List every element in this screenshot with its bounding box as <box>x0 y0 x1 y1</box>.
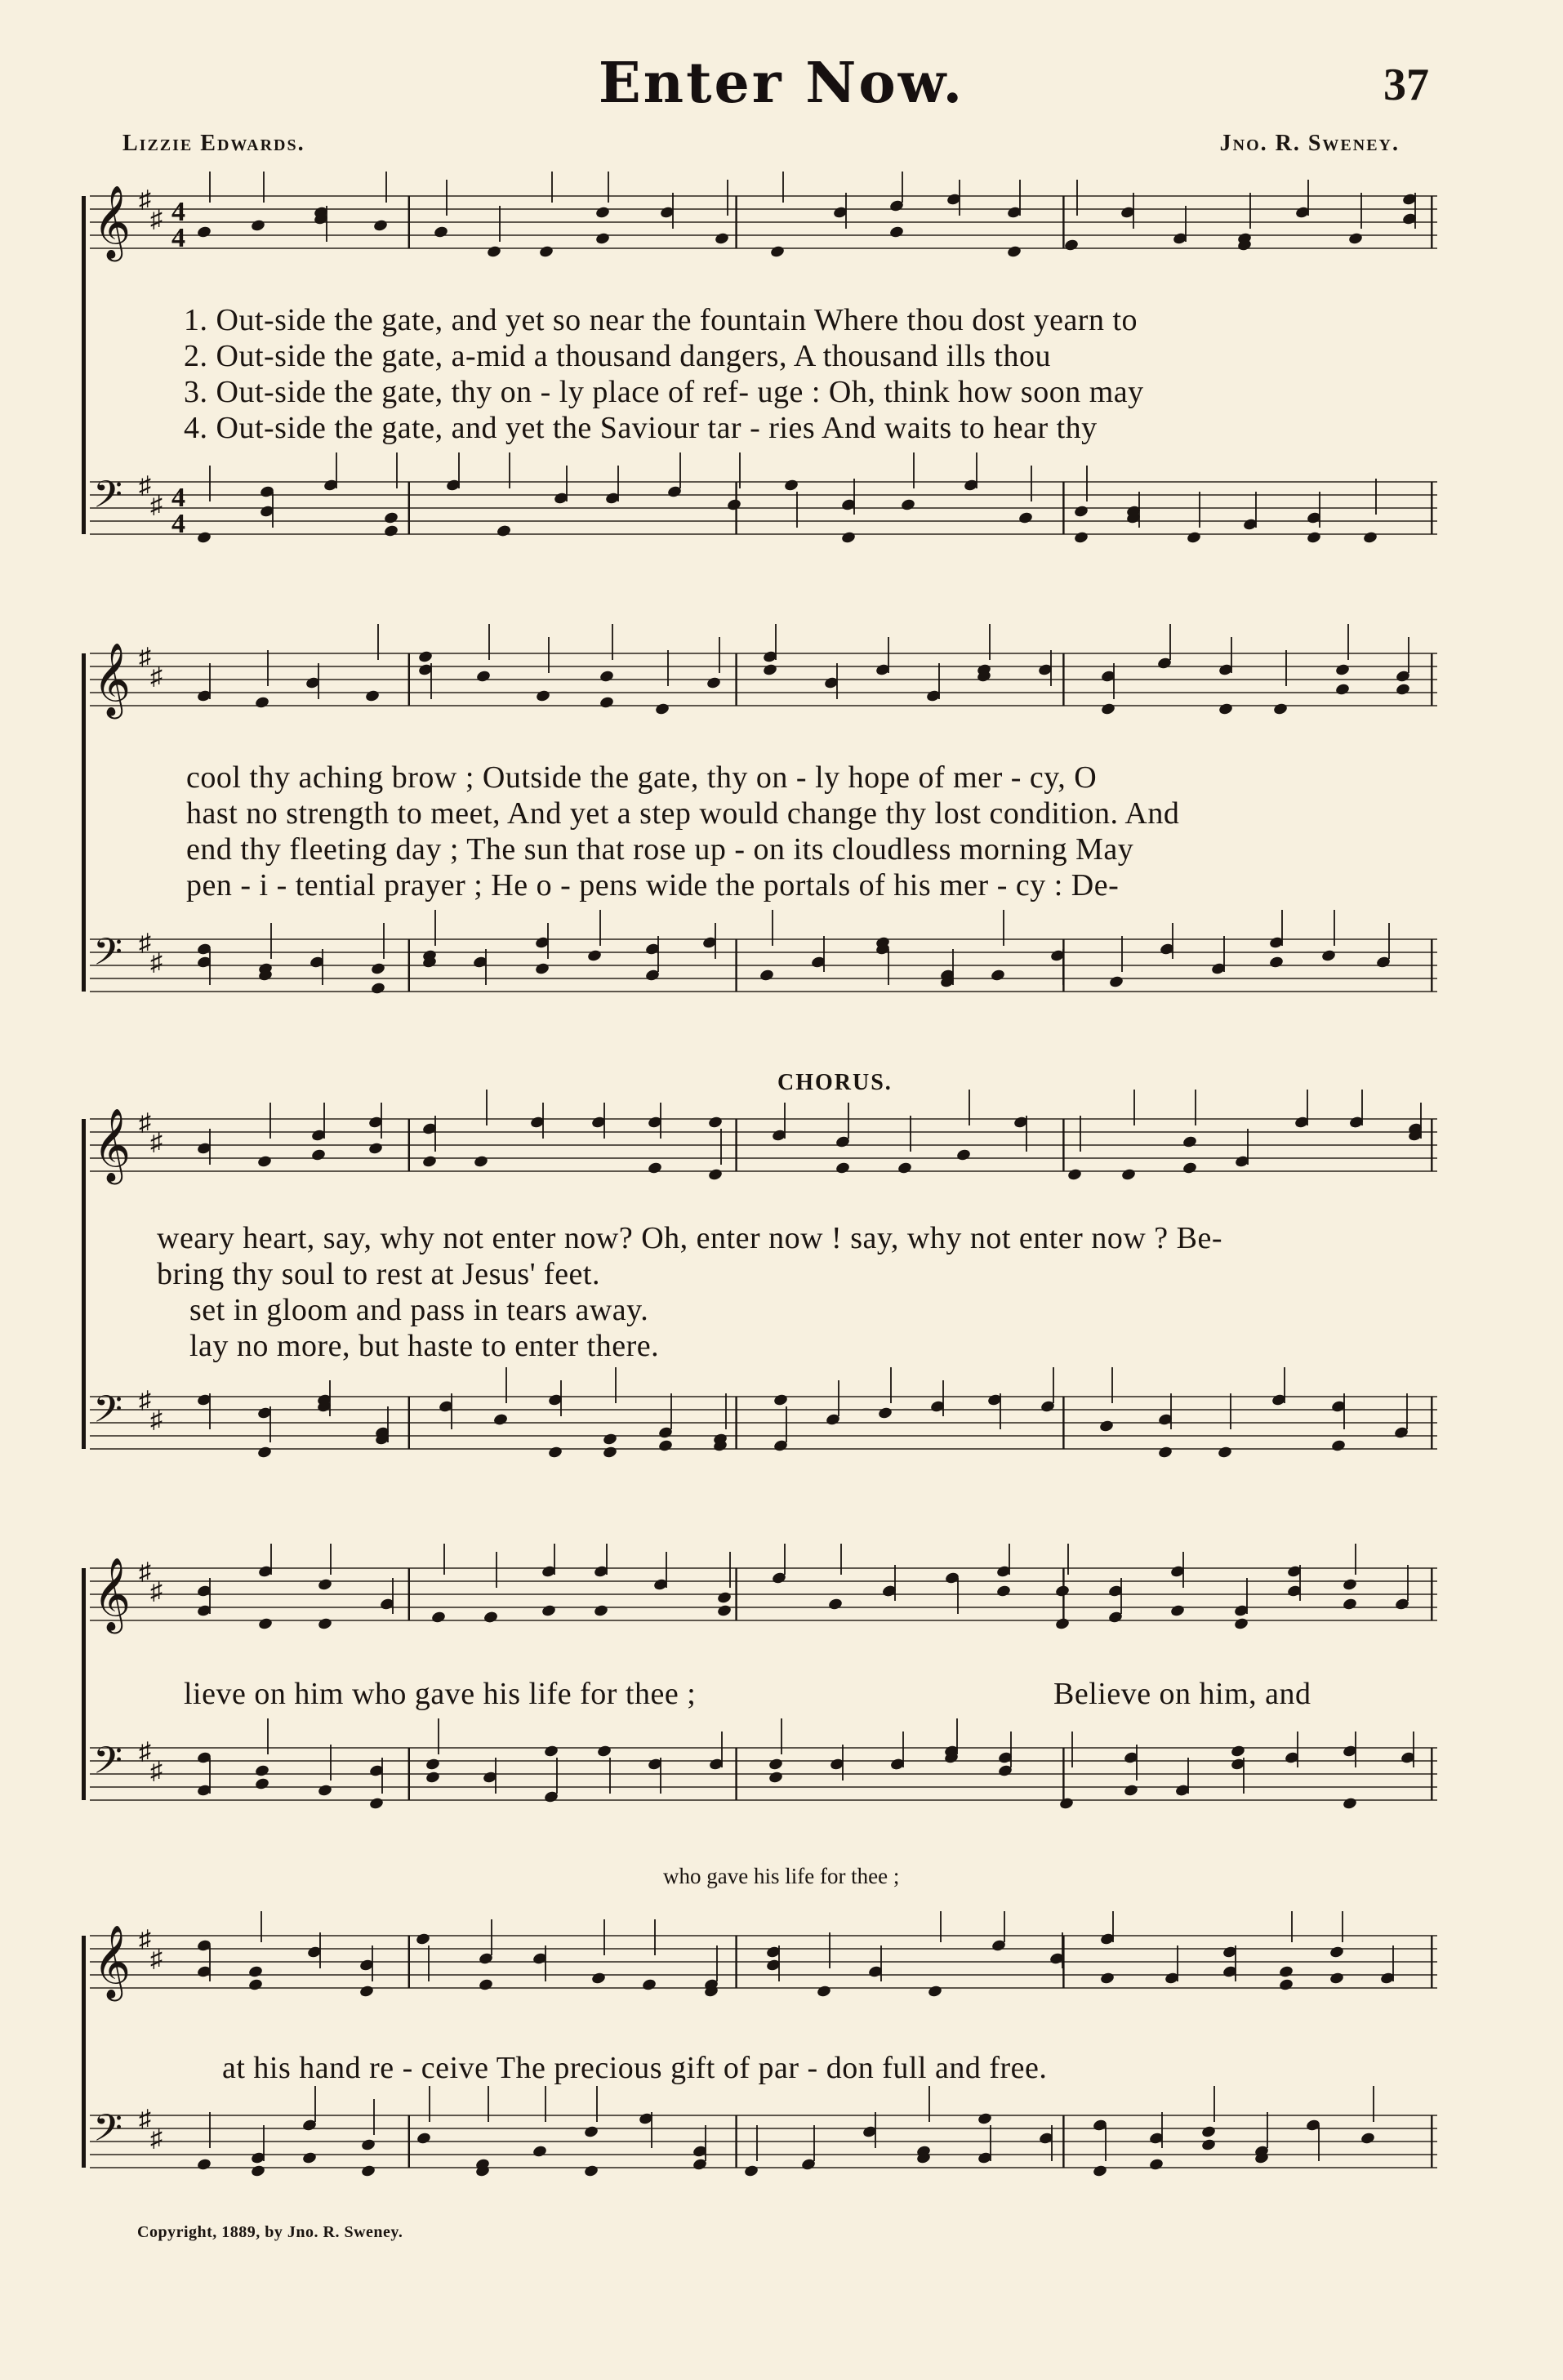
treble-staff <box>90 1911 1437 2002</box>
sharp-icon: ♯ <box>150 1578 163 1605</box>
music-system-2 <box>82 621 1445 1045</box>
note-head <box>840 531 856 545</box>
note-head <box>256 1155 272 1169</box>
note-head <box>1120 1168 1136 1182</box>
note-head <box>1018 511 1033 525</box>
sharp-icon: ♯ <box>139 1109 151 1136</box>
note-head <box>1100 702 1115 716</box>
note-head <box>310 1148 326 1162</box>
note-head <box>417 650 433 664</box>
note-head <box>254 1764 269 1778</box>
hymn-title: Enter Now. <box>598 51 965 116</box>
note-head <box>602 1433 617 1446</box>
note-head <box>1342 1797 1357 1811</box>
sharp-icon: ♯ <box>139 1387 151 1414</box>
note-head <box>1360 2132 1375 2146</box>
lyric-line: pen - i - tential prayer ; He o - pens wide the portals of his mer - cy : De- <box>186 868 1120 903</box>
note-head <box>583 2164 599 2178</box>
sharp-icon: ♯ <box>139 644 151 671</box>
lyric-line: 4. Out-side the gate, and yet the Saviour tar - ries And waits to hear thy <box>184 411 1098 445</box>
note-head <box>247 1965 263 1979</box>
treble-staff <box>90 172 1437 262</box>
note-head <box>360 2138 376 2152</box>
note-head <box>372 219 388 233</box>
note-head <box>478 1978 493 1992</box>
note-head <box>1272 702 1288 716</box>
note-head <box>1200 2125 1216 2139</box>
sharp-icon: ♯ <box>150 206 163 233</box>
treble-clef-icon: 𝄞 <box>93 643 131 716</box>
note-head <box>816 1985 831 1999</box>
note-head <box>1108 975 1124 989</box>
note-head <box>1169 1604 1185 1618</box>
bass-staff <box>90 1718 1437 1810</box>
note-head <box>1092 2164 1107 2178</box>
note-head <box>1334 683 1350 697</box>
note-head <box>657 1439 673 1453</box>
note-head <box>383 511 399 525</box>
note-head <box>1063 238 1079 252</box>
note-head <box>1342 1578 1357 1592</box>
sharp-icon: ♯ <box>139 186 151 213</box>
music-system-1 <box>82 172 1445 572</box>
note-head <box>483 1611 498 1625</box>
treble-clef-icon: 𝄞 <box>93 185 131 259</box>
note-head <box>196 225 212 239</box>
lyric-line: cool thy aching brow ; Outside the gate, thy on - ly hope of mer - cy, O <box>186 760 1098 795</box>
note-head <box>486 245 501 259</box>
note-head <box>583 2125 599 2139</box>
note-head <box>888 225 904 239</box>
lyric-line: at his hand re - ceive The precious gift of par - don full and free. <box>222 2051 1048 2085</box>
note-head <box>301 2151 317 2165</box>
note-head <box>743 2164 759 2178</box>
note-head <box>250 2164 265 2178</box>
note-head <box>1098 1420 1114 1433</box>
note-head <box>383 524 399 538</box>
bass-staff <box>90 452 1437 544</box>
note-head <box>543 1745 559 1758</box>
time-signature: 4 <box>171 509 185 539</box>
sharp-icon: ♯ <box>139 1738 151 1765</box>
note-head <box>1186 531 1201 545</box>
note-head <box>1330 1439 1346 1453</box>
note-head <box>416 2132 431 2146</box>
lyric-line: hast no strength to meet, And yet a step would change thy lost condition. And <box>186 796 1180 831</box>
music-system-4 <box>82 1544 1445 1903</box>
note-head <box>367 1142 383 1156</box>
note-head <box>370 982 385 996</box>
lyric-line: 3. Out-side the gate, thy on - ly place of ref- uge : Oh, think how soon may <box>184 375 1144 409</box>
sharp-icon: ♯ <box>139 1926 151 1953</box>
note-head <box>257 1617 273 1631</box>
sharp-icon: ♯ <box>150 492 163 519</box>
sharp-icon: ♯ <box>150 1945 163 1972</box>
note-head <box>1395 683 1410 697</box>
note-head <box>835 1161 850 1175</box>
note-head <box>726 498 741 512</box>
lyric-line: weary heart, say, why not enter now? Oh, enter now ! say, why not enter now ? Be- <box>157 1221 1223 1255</box>
treble-clef-icon: 𝄞 <box>93 1108 131 1182</box>
note-head <box>535 689 550 703</box>
bass-clef-icon: 𝄢 <box>93 473 123 526</box>
note-head <box>1200 2138 1216 2152</box>
lyric-line: 1. Out-side the gate, and yet so near the fountain Where thou dost yearn to <box>184 303 1138 337</box>
music-system-5 <box>82 1911 1445 2222</box>
note-head <box>593 1604 608 1618</box>
note-head <box>1006 245 1022 259</box>
note-head <box>586 949 602 963</box>
note-head <box>827 1598 843 1611</box>
note-head <box>256 1446 272 1460</box>
lyric-line: set in gloom and pass in tears away. <box>189 1293 649 1327</box>
note-head <box>647 1161 662 1175</box>
note-head <box>358 1985 374 1999</box>
note-head <box>250 219 265 233</box>
composer-credit: Jno. R. Sweney. <box>1219 131 1400 156</box>
note-head <box>534 962 550 976</box>
time-signature: 4 <box>171 223 185 253</box>
note-head <box>317 1617 332 1631</box>
lyric-line: Believe on him, and <box>1053 1677 1311 1711</box>
note-head <box>773 1393 788 1407</box>
note-head <box>707 1168 723 1182</box>
treble-clef-icon: 𝄞 <box>93 1558 131 1631</box>
treble-staff <box>90 1544 1437 1634</box>
bass-clef-icon: 𝄢 <box>93 1388 123 1441</box>
note-head <box>196 531 212 545</box>
time-signature: 4 <box>171 197 185 227</box>
note-head <box>1342 1598 1357 1611</box>
note-head <box>768 1758 783 1772</box>
note-head <box>706 676 721 690</box>
bass-lyric: who gave his life for thee ; <box>663 1864 900 1888</box>
note-head <box>1347 232 1363 246</box>
bass-staff <box>90 910 1437 995</box>
note-head <box>927 1985 942 1999</box>
note-head <box>707 1116 723 1130</box>
treble-staff <box>90 624 1437 720</box>
note-head <box>360 2164 376 2178</box>
lyricist-credit: Lizzie Edwards. <box>122 131 305 156</box>
note-head <box>475 670 491 684</box>
lyric-line: 2. Out-side the gate, a-mid a thousand dangers, A thousand ills thou <box>184 339 1051 373</box>
note-head <box>1123 1784 1138 1798</box>
note-head <box>1230 1745 1245 1758</box>
sharp-icon: ♯ <box>150 1406 163 1433</box>
note-head <box>425 1771 440 1785</box>
note-head <box>421 1155 437 1169</box>
note-head <box>990 969 1005 983</box>
note-head <box>1362 531 1378 545</box>
note-head <box>590 1972 606 1986</box>
note-head <box>317 1784 332 1798</box>
note-head <box>602 1446 617 1460</box>
sharp-icon: ♯ <box>150 2125 163 2152</box>
note-head <box>877 1406 893 1420</box>
note-head <box>473 1155 488 1169</box>
sharp-icon: ♯ <box>139 2106 151 2133</box>
note-head <box>599 670 614 684</box>
note-head <box>594 206 610 220</box>
bass-clef-icon: 𝄢 <box>93 1739 123 1792</box>
note-head <box>1278 1965 1294 1979</box>
note-head <box>317 1578 332 1592</box>
note-head <box>769 245 785 259</box>
note-head <box>1073 505 1089 519</box>
sharp-icon: ♯ <box>139 472 151 499</box>
page-header <box>0 0 1563 163</box>
bass-clef-icon: 𝄢 <box>93 930 123 983</box>
sharp-icon: ♯ <box>139 1558 151 1585</box>
note-head <box>547 1446 563 1460</box>
note-head <box>1054 1617 1070 1631</box>
note-head <box>1278 1978 1294 1992</box>
note-head <box>532 2145 547 2159</box>
note-head <box>247 1978 263 1992</box>
bass-staff <box>90 2086 1437 2177</box>
note-head <box>415 1932 430 1946</box>
note-head <box>995 1584 1011 1598</box>
sharp-icon: ♯ <box>150 949 163 976</box>
bass-clef-icon: 𝄢 <box>93 2106 123 2159</box>
note-head <box>1306 531 1321 545</box>
lyric-line: lay no more, but haste to enter there. <box>189 1329 660 1363</box>
note-head <box>1157 1446 1173 1460</box>
sharp-icon: ♯ <box>150 1129 163 1156</box>
note-head <box>430 1611 446 1625</box>
note-head <box>1066 1168 1082 1182</box>
note-head <box>977 2112 992 2126</box>
note-head <box>594 232 610 246</box>
note-head <box>641 1978 657 1992</box>
note-head <box>955 1148 971 1162</box>
note-head <box>541 1604 556 1618</box>
note-head <box>368 1797 384 1811</box>
lyric-line: end thy fleeting day ; The sun that rose up - on its cloudless morning May <box>186 832 1134 867</box>
time-signature: 4 <box>171 483 185 513</box>
sharp-icon: ♯ <box>150 663 163 690</box>
page-number: 37 <box>1383 60 1429 110</box>
note-head <box>425 1758 440 1772</box>
note-head <box>1329 1945 1344 1959</box>
note-head <box>1058 1797 1074 1811</box>
sharp-icon: ♯ <box>139 929 151 956</box>
note-head <box>492 1413 508 1427</box>
note-head <box>433 225 448 239</box>
lyric-line: bring thy soul to rest at Jesus' feet. <box>157 1257 600 1291</box>
chorus-label: CHORUS. <box>777 1070 893 1095</box>
note-head <box>1182 1161 1197 1175</box>
note-head <box>596 1745 612 1758</box>
note-head <box>897 1161 912 1175</box>
note-head <box>654 702 670 716</box>
note-head <box>370 962 385 976</box>
note-head <box>716 1604 732 1618</box>
note-head <box>1218 702 1233 716</box>
note-head <box>538 245 554 259</box>
note-head <box>1099 1972 1115 1986</box>
note-head <box>254 1777 269 1791</box>
note-head <box>1233 1617 1249 1631</box>
note-head <box>254 696 269 710</box>
note-head <box>599 696 614 710</box>
lyric-line: lieve on him who gave his life for thee ; <box>184 1677 697 1711</box>
note-head <box>1182 1135 1197 1149</box>
note-head <box>1320 949 1336 963</box>
treble-clef-icon: 𝄞 <box>93 1925 131 1999</box>
note-head <box>900 498 915 512</box>
note-head <box>364 689 380 703</box>
treble-staff <box>90 1090 1437 1185</box>
note-head <box>1329 1972 1344 1986</box>
note-head <box>496 524 511 538</box>
copyright-notice: Copyright, 1889, by Jno. R. Sweney. <box>137 2223 403 2241</box>
note-head <box>759 969 774 983</box>
sharp-icon: ♯ <box>150 1758 163 1785</box>
note-head <box>196 2158 212 2172</box>
note-head <box>1054 1584 1070 1598</box>
note-head <box>768 1771 783 1785</box>
note-head <box>1268 956 1284 969</box>
note-head <box>1217 1446 1232 1460</box>
note-head <box>1148 2158 1164 2172</box>
note-head <box>716 1591 732 1605</box>
note-head <box>714 232 729 246</box>
music-system-3 <box>82 1070 1445 1503</box>
note-head <box>1073 531 1089 545</box>
note-head <box>783 479 799 492</box>
note-head <box>1334 663 1350 677</box>
staff-pair <box>82 1544 1445 1903</box>
bass-staff <box>90 1367 1437 1459</box>
note-head <box>762 663 777 677</box>
